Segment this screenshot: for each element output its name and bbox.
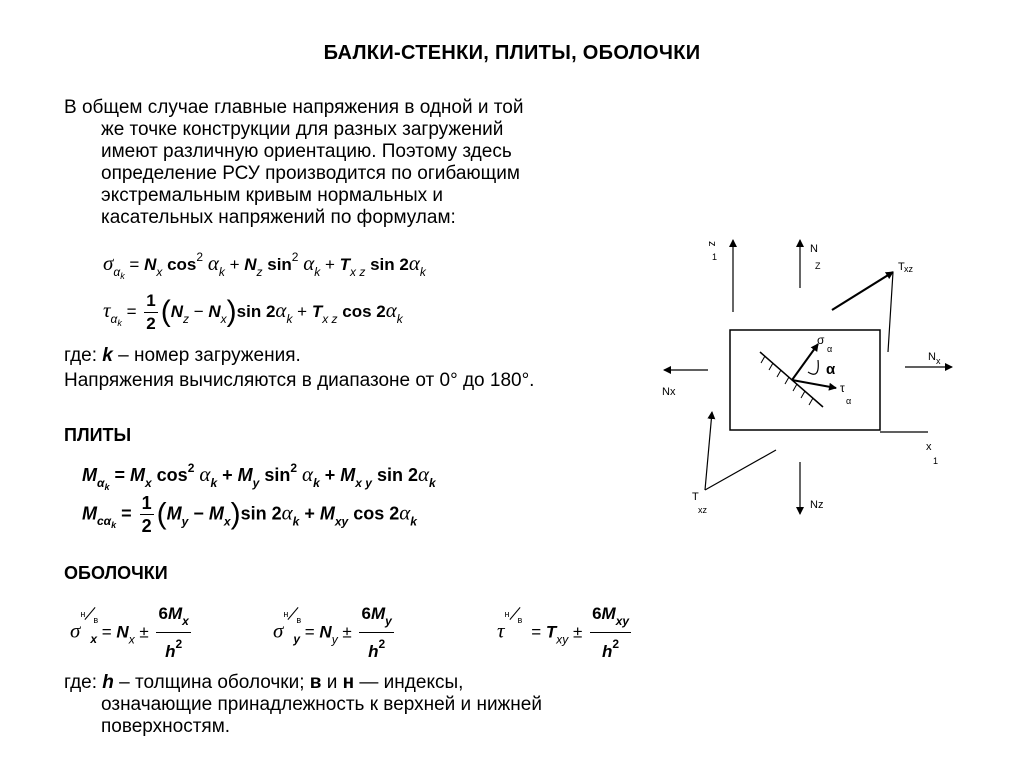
alpha-angle-arc [808, 360, 818, 374]
formula-m-alpha: $M_{\alpha_k} = M_x$ $\cos^2 \alpha_k + M_y$ $\sin^2 \alpha_k + M_{x y}$ $\sin 2\alpha_k$ [82, 461, 436, 492]
intro-line: экстремальным кривым нормальных и [101, 185, 444, 206]
sigma-alpha-label: σ [817, 333, 825, 347]
formula-mc-alpha: $M_{c\alpha_k}$ = $\frac{1}{2}$ $(M_y - M_x)\sin$ $2\alpha_k + M_{xy}$ $\cos 2\alpha_k$ [82, 493, 417, 536]
stress-element-diagram [660, 232, 980, 542]
txz-top-subscript: xz [904, 264, 913, 274]
nx-right-label: N [928, 351, 936, 363]
txz-top-label: T [898, 261, 905, 273]
intro-line: определение РСУ производится по огибающим [101, 163, 520, 184]
sigma-alpha-subscript: α [827, 344, 833, 354]
z1-axis-subscript: 1 [712, 252, 718, 262]
txz-bottom-line [705, 412, 712, 490]
nz-top-label: N [810, 243, 818, 255]
range-text: Напряжения вычисляются в диапазоне от 0° до 180°. [64, 370, 535, 391]
nz-bottom-label: Nz [810, 499, 824, 511]
formula-shell-sigma-y: σ н в $_y = N_y$ ± $\frac{6M_y}{h^2}$ [273, 604, 392, 661]
x1-axis-label: x [926, 441, 932, 453]
where-h-paragraph: где: h – толщина оболочки; в и н — индексы, означающие принадлежность к верхней и нижней поверхностям. [64, 672, 542, 737]
z1-axis-label: z [706, 241, 718, 247]
shells-heading: ОБОЛОЧКИ [64, 563, 168, 583]
where-k-text: где: k – номер загружения. [64, 345, 301, 366]
intro-paragraph [64, 97, 523, 229]
formula-sigma-alpha: $\sigma_{\alpha_k} = N_x$ $\cos^2 \alpha_k + N_z$ $\sin^2 \alpha_k + T_{x z}$ $\sin 2\alpha_k$ [103, 250, 426, 281]
formula-tau-alpha: $\tau_{\alpha_k}$ = $\frac{1}{2}$ $(N_z - N_x)\sin$ $2\alpha_k + T_{x z}$ $\cos 2\alpha_k$ [103, 291, 403, 333]
tau-alpha-arrow [792, 380, 836, 388]
intro-line: касательных напряжений по формулам: [101, 207, 456, 228]
element-rectangle [730, 330, 880, 430]
intro-line: имеют различную ориентацию. Поэтому здесь [101, 141, 512, 162]
formula-shell-tau: τ н в = $T_{xy}$ ± $\frac{6M_{xy}}{h^2}$ [497, 604, 630, 661]
txz-bottom-subscript: xz [698, 505, 707, 515]
nx-left-label: Nx [662, 386, 676, 398]
tau-alpha-subscript: α [846, 396, 852, 406]
nx-right-subscript: x [936, 356, 941, 366]
txz-bottom-label: T [692, 491, 699, 503]
page-title: БАЛКИ-СТЕНКИ, ПЛИТЫ, ОБОЛОЧКИ [323, 42, 701, 64]
txz-top-arrow [832, 272, 893, 310]
nz-top-subscript: Z [815, 261, 821, 271]
x1-axis-subscript: 1 [933, 456, 939, 466]
txz-top-line [888, 272, 893, 352]
formula-shell-sigma-x: σ н в $_x = N_x$ ± $\frac{6M_x}{h^2}$ [70, 604, 189, 661]
alpha-angle-label: α [826, 361, 836, 378]
tau-alpha-label: τ [840, 381, 845, 395]
intro-line: В общем случае главные напряжения в одной и той [64, 97, 524, 118]
plates-heading: ПЛИТЫ [64, 425, 132, 445]
txz-bottom-arrow [705, 450, 776, 490]
intro-line: же точке конструкции для разных загружений [101, 119, 504, 140]
